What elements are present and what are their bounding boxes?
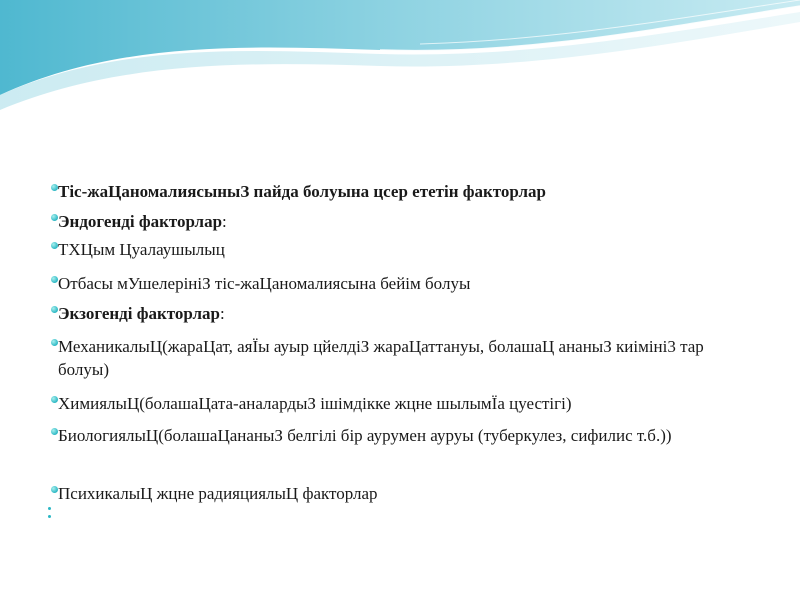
bullet-dot-icon bbox=[51, 184, 58, 191]
decorative-wave bbox=[0, 0, 800, 120]
bullet-text: Отбасы мУшелерініЗ тіс-жаЦаномалиясына бейім болуы bbox=[58, 274, 471, 293]
bullet-suffix: : bbox=[222, 212, 227, 231]
list-item bbox=[54, 302, 738, 325]
bullet-dot-icon bbox=[51, 214, 58, 221]
bullet-dot-icon bbox=[51, 276, 58, 283]
bullet-text: Экзогенді факторлар: bbox=[58, 304, 225, 323]
list-item bbox=[54, 335, 738, 381]
list-item bbox=[54, 424, 738, 447]
extra-bullet-dots bbox=[47, 507, 53, 521]
bullet-text: ХимиялыЦ(болашаЦата-аналардыЗ ішімдікке жцне шылымЇа цуестігі) bbox=[58, 394, 572, 413]
list-item bbox=[54, 238, 738, 261]
bullet-text: Тіс-жаЦаномалиясыныЗ пайда болуына цсер ететін факторлар bbox=[58, 182, 546, 201]
bullet-dot-icon bbox=[51, 339, 58, 346]
bullet-dot-icon bbox=[51, 428, 58, 435]
bullet-dot-icon bbox=[51, 306, 58, 313]
list-item bbox=[54, 392, 738, 415]
list-item bbox=[54, 272, 738, 295]
bullet-text: ТХЦым Цуалаушылыц bbox=[58, 240, 225, 259]
bullet-text: БиологиялыЦ(болашаЦананыЗ белгілі бір аурумен ауруы (туберкулез, сифилис т.б.)) bbox=[58, 426, 672, 445]
bullet-suffix: : bbox=[219, 304, 225, 323]
bullet-dot-icon bbox=[51, 242, 58, 249]
bullet-text: ПсихикалыЦ жцне радияциялыЦ факторлар bbox=[58, 484, 378, 503]
bullet-text: Эндогенді факторлар: bbox=[58, 212, 227, 231]
bullet-dot-icon bbox=[51, 486, 58, 493]
bullet-text: МеханикалыЦ(жараЦат, аяЇы ауыр цйелдіЗ жараЦаттануы, болашаЦ ананыЗ киіміні3 тар болуы) bbox=[58, 337, 704, 379]
list-item bbox=[54, 482, 738, 505]
list-item bbox=[54, 180, 738, 203]
list-item bbox=[54, 210, 738, 233]
bullet-dot-icon bbox=[51, 396, 58, 403]
